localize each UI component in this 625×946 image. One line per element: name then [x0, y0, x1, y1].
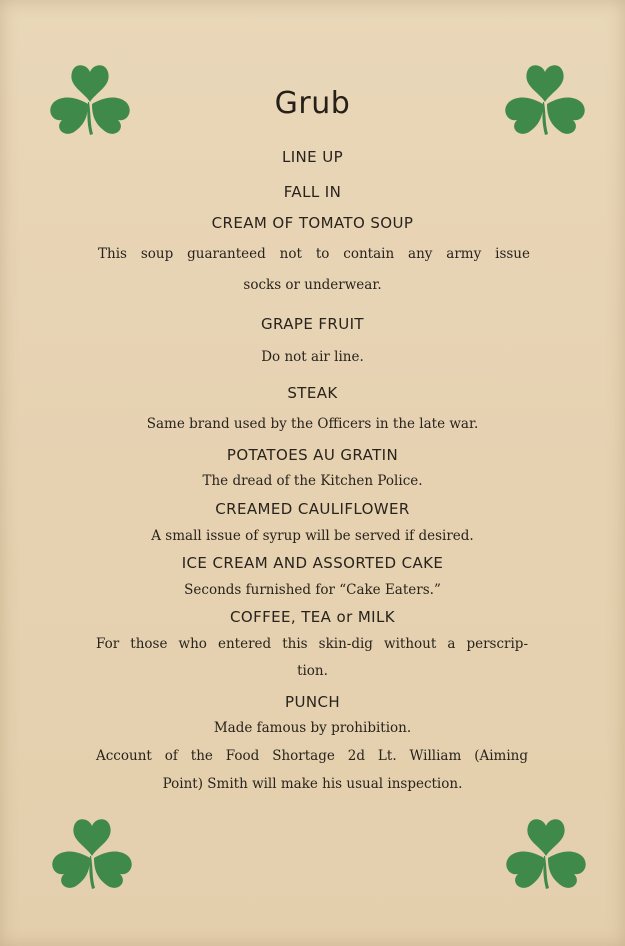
- menu-item-heading: LINE UP: [281, 148, 344, 166]
- shamrock-icon: [500, 812, 592, 892]
- closing-note: Account of the Food Shortage 2d Lt. William (Aiming: [96, 748, 528, 764]
- menu-item-description: socks or underwear.: [243, 277, 382, 293]
- menu-item-heading: CREAMED CAULIFLOWER: [215, 500, 410, 518]
- menu-item-heading: ICE CREAM AND ASSORTED CAKE: [181, 554, 444, 572]
- menu-item-heading: COFFEE, TEA or MILK: [230, 608, 395, 626]
- menu-item-heading: PUNCH: [285, 693, 340, 711]
- menu-item-description: The dread of the Kitchen Police.: [202, 473, 423, 489]
- menu-item-description: This soup guaranteed not to contain any army issue: [98, 246, 530, 262]
- menu-item-description: For those who entered this skin-dig without a perscrip-: [96, 636, 528, 652]
- menu-item-description: Made famous by prohibition.: [213, 720, 412, 736]
- closing-note: Point) Smith will make his usual inspection.: [162, 776, 463, 792]
- page-title: Grub: [274, 86, 351, 121]
- menu-item-description: tion.: [297, 663, 328, 679]
- menu-item-description: A small issue of syrup will be served if desired.: [151, 528, 474, 544]
- menu-item-heading: POTATOES AU GRATIN: [226, 446, 399, 464]
- menu-item-description: Seconds furnished for “Cake Eaters.”: [184, 582, 441, 598]
- shamrock-icon: [46, 812, 138, 892]
- menu-item-heading: CREAM OF TOMATO SOUP: [211, 214, 414, 232]
- menu-item-description: Same brand used by the Officers in the late war.: [146, 416, 479, 432]
- menu-item-heading: GRAPE FRUIT: [260, 315, 364, 333]
- menu-item-heading: FALL IN: [283, 183, 342, 201]
- menu-item-description: Do not air line.: [261, 349, 364, 365]
- menu-item-heading: STEAK: [287, 384, 338, 402]
